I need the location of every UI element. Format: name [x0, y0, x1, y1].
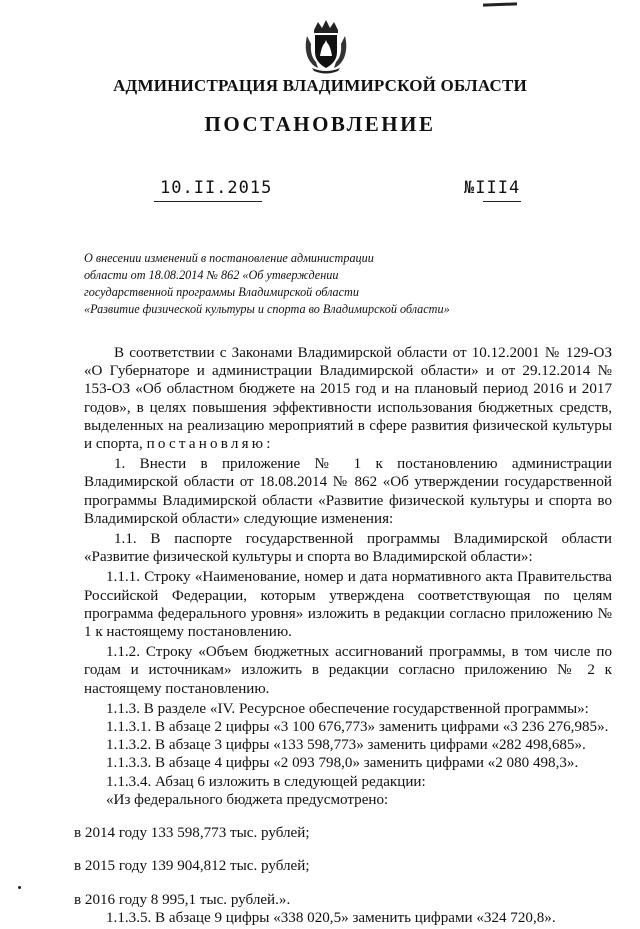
clause-1-1-3: 1.1.3. В разделе «IV. Ресурсное обеспечение государственной программы»:: [106, 700, 589, 717]
clause-1-1: 1.1. В паспорте государственной программы Владимирской области «Развитие физической культуры и спорта во Владимирской области»:: [84, 531, 612, 566]
clause-1-1-3-3: 1.1.3.3. В абзаце 4 цифры «2 093 798,0» заменить цифрами «2 080 498,3».: [106, 755, 579, 772]
scan-mark: [483, 2, 517, 6]
number-underline: [483, 201, 521, 202]
scan-dot: [18, 886, 21, 889]
clause-1-1-1: 1.1.1. Строку «Наименование, номер и дата нормативного акта Правительства Российской Федерации, которым утверждена соответствующая по целям программа федерального уровня» изложить в редакции согласно приложению № 1 к настоящему постановлению.: [84, 569, 612, 641]
clause-1-1-3-1: 1.1.3.1. В абзаце 2 цифры «3 100 676,773» заменить цифрами «3 236 276,985».: [106, 719, 609, 736]
quote-line-2015: в 2015 году 139 904,812 тыс. рублей;: [74, 858, 310, 875]
quote-line-2014: в 2014 году 133 598,773 тыс. рублей;: [74, 825, 310, 842]
clause-1-1-3-2: 1.1.3.2. В абзаце 3 цифры «133 598,773» заменить цифрами «282 498,685».: [106, 737, 586, 754]
document-type-title: ПОСТАНОВЛЕНИЕ: [204, 112, 436, 136]
document-subject: [84, 250, 514, 318]
vladimir-region-coat-of-arms-icon: [304, 18, 348, 74]
clause-1-1-2: 1.1.2. Строку «Объем бюджетных ассигнований программы, в том числе по годам и источникам» изложить в редакции согласно приложению № 2 к настоящему постановлению.: [84, 644, 612, 697]
subject-line: государственной программы Владимирской области: [84, 285, 359, 299]
subject-line: области от 18.08.2014 № 862 «Об утверждении: [84, 268, 339, 282]
decree-word: постановляю:: [146, 436, 274, 453]
organization-name: АДМИНИСТРАЦИЯ ВЛАДИМИРСКОЙ ОБЛАСТИ: [113, 76, 527, 95]
date-underline: [154, 201, 262, 202]
document-body: [74, 344, 612, 929]
preamble-text: В соответствии с Законами Владимирской области от 10.12.2001 № 129-ОЗ «О Губернаторе и администрации Владимирской области» и от 29.12.2014 № 153-ОЗ «Об областном бюджете на 2015 год и на плановый период 2016 и 2017 годов», в целях повышения эффективности использования бюджетных средств, выделенных на реализацию мероприятий в сфере развития физической культуры и спорта,: [84, 345, 612, 453]
quote-line-2016: в 2016 году 8 995,1 тыс. рублей.».: [74, 891, 291, 908]
preamble-paragraph: [84, 344, 612, 453]
clause-1-1-3-4: 1.1.3.4. Абзац 6 изложить в следующей редакции:: [106, 773, 426, 790]
subject-line: О внесении изменений в постановление администрации: [84, 251, 374, 265]
clause-1-1-3-5: 1.1.3.5. В абзаце 9 цифры «338 020,5» заменить цифрами «324 720,8».: [106, 909, 556, 926]
subject-line: «Развитие физической культуры и спорта во Владимирской области»: [84, 302, 450, 316]
document-date: 10.II.2015: [160, 178, 273, 198]
quote-intro: «Из федерального бюджета предусмотрено:: [106, 791, 389, 808]
document-number: №III4: [464, 178, 521, 198]
clause-1: 1. Внести в приложение № 1 к постановлению администрации Владимирской области от 18.08.2014 № 862 «Об утверждении государственной программы Владимирской области «Развитие физической культуры и спорта во Владимирской области» следующие изменения:: [84, 456, 612, 527]
